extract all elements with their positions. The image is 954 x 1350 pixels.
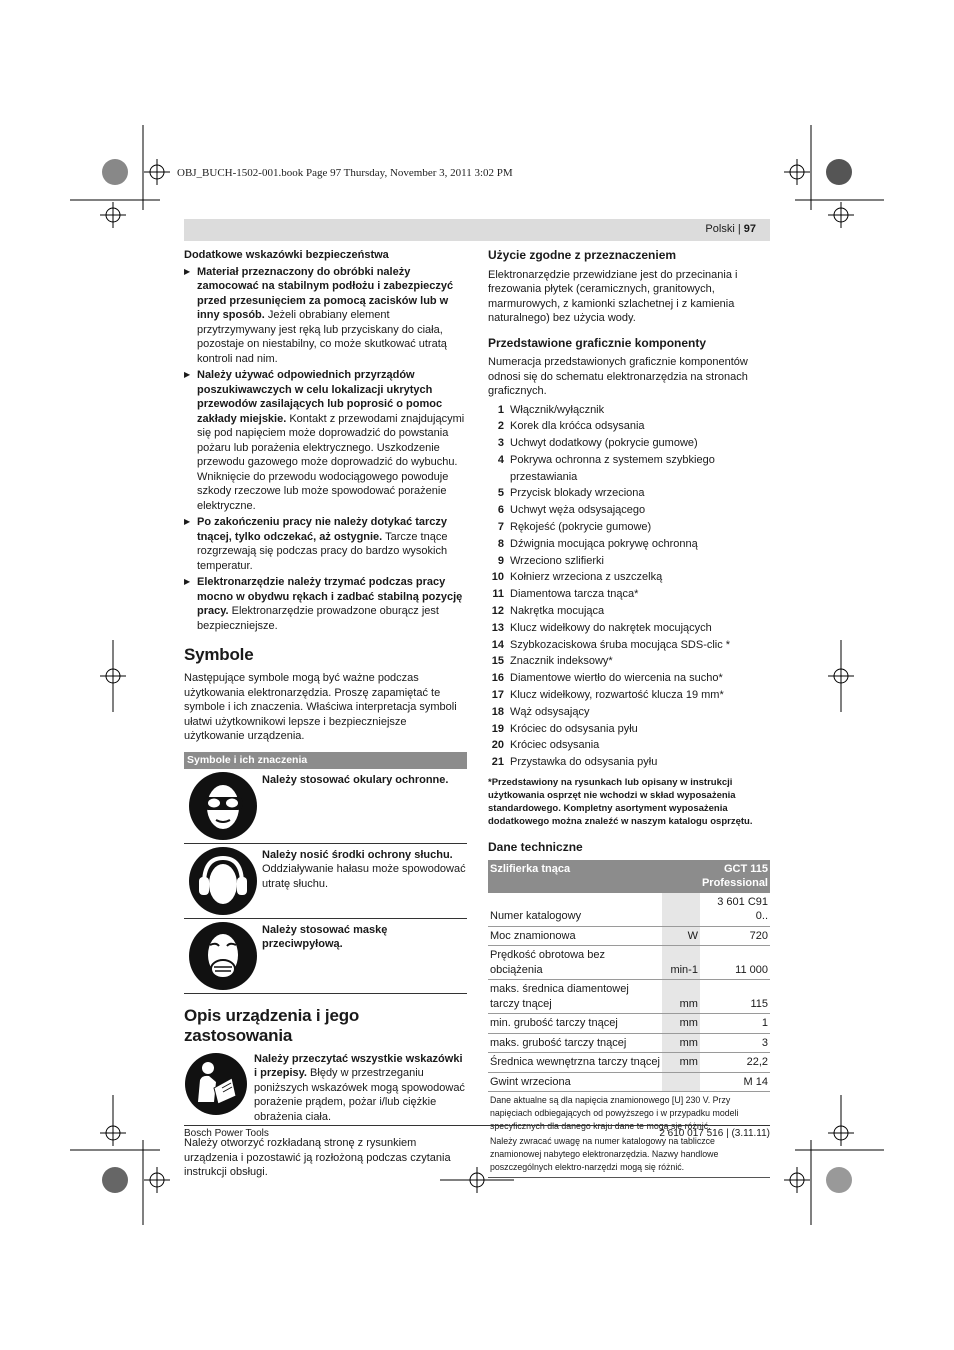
component-label: Diamentowe wiertło do wiercenia na sucho* (510, 672, 723, 685)
tech-row (488, 893, 770, 927)
component-number: 17 (491, 689, 504, 702)
component-item (488, 485, 770, 502)
symbol-text (262, 919, 467, 993)
right-column (488, 248, 770, 1178)
component-item (488, 737, 770, 754)
component-label: Wrzeciono szlifierki (510, 554, 604, 567)
tech-row (488, 1053, 770, 1073)
symbole-title: Symbole (184, 645, 254, 664)
symbol-text (262, 844, 467, 918)
read-manual-warning (184, 1052, 467, 1125)
tech-header-model (700, 860, 770, 893)
component-number: 13 (491, 621, 504, 634)
tech-value: 11 000 (700, 946, 770, 980)
read-manual-text (254, 1052, 467, 1125)
component-label: Znacznik indeksowy* (510, 655, 613, 668)
component-item (488, 569, 770, 586)
component-number: 12 (491, 605, 504, 618)
component-number: 1 (497, 403, 504, 416)
tech-label: Moc znamionowa (488, 926, 662, 946)
component-number: 8 (497, 537, 504, 550)
component-item (488, 553, 770, 570)
component-label: Dźwignia mocująca pokrywę ochronną (510, 537, 698, 550)
tech-data-table (488, 860, 770, 1093)
tech-unit: min-1 (662, 946, 700, 980)
warning-desc: Błędy w przestrzeganiu poniższych wskazówek mogą spowodować porażenie prądem, pożar i/lub ciężkie obrażenia ciała. (254, 1067, 465, 1123)
tech-header-label: Szlifierka tnąca (488, 860, 662, 893)
tech-row (488, 1072, 770, 1092)
dane-title: Dane techniczne (488, 840, 583, 855)
tech-row (488, 926, 770, 946)
extra-safety-heading: Dodatkowe wskazówki bezpieczeństwa (184, 249, 389, 261)
safety-goggles-icon (184, 769, 262, 843)
component-list (488, 402, 770, 772)
component-number: 10 (491, 571, 504, 584)
tech-row (488, 1033, 770, 1053)
component-item (488, 502, 770, 519)
bullet-bold: Należy używać odpowiednich przyrządów poszukiwawczych w celu lokalizacji ukrytych przewodów zasilających lub poprosić o pomoc zakłady miejskie. (197, 369, 443, 425)
read-manual-icon (184, 1052, 254, 1125)
component-label: Rękojeść (pokrycie gumowe) (510, 521, 652, 534)
tech-value: 720 (700, 926, 770, 946)
tech-value: 3 601 C91 0.. (700, 893, 770, 927)
component-label: Kołnierz wrzeciona z uszczelką (510, 571, 663, 584)
tech-unit (662, 893, 700, 927)
bullet-text (197, 368, 467, 513)
component-label: Pokrywa ochronna z systemem szybkiego przestawiania (510, 453, 715, 483)
tech-value: 22,2 (700, 1053, 770, 1073)
bullet-text (197, 265, 467, 367)
footer-brand: Bosch Power Tools (184, 1128, 269, 1139)
tech-label: Gwint wrzeciona (488, 1072, 662, 1092)
bullet-arrow-icon: ▶ (184, 370, 191, 379)
tech-row (488, 980, 770, 1014)
ear-protection-icon (184, 844, 262, 918)
dust-mask-icon (184, 919, 262, 993)
component-item (488, 670, 770, 687)
safety-bullets (184, 265, 467, 634)
component-item (488, 754, 770, 771)
component-label: Przystawka do odsysania pyłu (510, 756, 658, 769)
bullet-text (197, 515, 467, 573)
tech-unit: mm (662, 1053, 700, 1073)
symbol-bold: Należy stosować okulary ochronne. (262, 773, 449, 786)
tech-value: 3 (700, 1033, 770, 1053)
tech-unit: mm (662, 1033, 700, 1053)
component-label: Diamentowa tarcza tnąca* (510, 588, 639, 601)
component-label: Klucz widełkowy do nakrętek mocujących (510, 621, 712, 634)
bullet-arrow-icon: ▶ (184, 266, 191, 276)
component-item (488, 435, 770, 452)
bullet-bold: Materiał przeznaczony do obróbki należy zamocować na stabilnym podłożu i zabezpieczyć przed przesunięciem za pomocą zacisków lub w inny sposób. (197, 265, 454, 321)
component-number: 2 (497, 420, 504, 433)
footer-docnum: 2 610 017 516 | (3.11.11) (659, 1128, 770, 1139)
bullet-desc: Kontakt z przewodami znajdującymi się pod napięciem może doprowadzić do powstania pożaru lub porażenia elektrycznego. Uszkodzenie przewodu gazowego może doprowadzić do wybuchu. Wniknięcie do przewodu wodociągowego powoduje szkody rzeczowe lub może spowodować porażenie elektryczne. (197, 412, 465, 512)
komponenty-intro: Numeracja przedstawionych graficznie komponentów odnosi się do schematu elektronarzędzia na stronach graficznych. (488, 356, 748, 397)
component-label: Korek dla króćca odsysania (510, 420, 645, 433)
tech-label: maks. grubość tarczy tnącej (488, 1033, 662, 1053)
component-item (488, 418, 770, 435)
left-column (184, 248, 467, 1180)
tech-label: maks. średnica diamentowej tarczy tnącej (488, 980, 662, 1014)
page-footer (184, 1125, 770, 1139)
component-number: 21 (491, 756, 504, 769)
component-number: 7 (497, 521, 504, 534)
symbol-row (184, 844, 467, 919)
safety-bullet (184, 265, 467, 367)
symbol-desc: Oddziaływanie hałasu może spowodować utratę słuchu. (262, 863, 466, 890)
component-item (488, 721, 770, 738)
safety-bullet (184, 368, 467, 513)
component-label: Króciec odsysania (510, 739, 600, 752)
uzycie-text: Elektronarzędzie przewidziane jest do przecinania i frezowania płytek (ceramicznych, granitowych, marmurowych, z kamionki szlachetnej i z kamienia naturalnego) bez użycia wody. (488, 268, 738, 324)
component-label: Szybkozaciskowa śruba mocująca SDS-clic * (510, 638, 731, 651)
component-item (488, 452, 770, 486)
tech-label: Numer katalogowy (488, 893, 662, 927)
symbol-bold: Należy nosić środki ochrony słuchu. (262, 848, 453, 861)
bullet-bold: Po zakończeniu pracy nie należy dotykać tarczy tnącej, tylko odczekać, aż ostygnie. (197, 516, 448, 543)
page-header (184, 219, 770, 241)
tech-row (488, 1014, 770, 1034)
uzycie-title: Użycie zgodne z przeznaczeniem (488, 248, 677, 262)
bullet-desc: Jeżeli obrabiany element przytrzymywany jest ręką lub przyciskany do ciała, pozostaje on niestabilny, co może skutkować utratą kontroli nad nim. (197, 309, 447, 365)
tech-value: 1 (700, 1014, 770, 1034)
tech-unit: W (662, 926, 700, 946)
component-label: Klucz widełkowy, rozwartość klucza 19 mm* (510, 689, 724, 702)
bullet-arrow-icon: ▶ (184, 517, 191, 526)
tech-unit: mm (662, 980, 700, 1014)
tech-value: M 14 (700, 1072, 770, 1092)
model-name: GCT 115 (723, 862, 768, 875)
tech-table-header (488, 860, 770, 893)
tech-unit: mm (662, 1014, 700, 1034)
component-label: Włącznik/wyłącznik (510, 403, 605, 416)
tech-unit (662, 1072, 700, 1092)
header-lang: Polski (705, 223, 735, 235)
opis-title: Opis urządzenia i jego zastosowania (184, 1005, 360, 1045)
header-text (705, 223, 756, 235)
component-label: Uchwyt węża odsysającego (510, 504, 646, 517)
component-number: 4 (497, 453, 504, 466)
component-item (488, 519, 770, 536)
safety-bullet (184, 575, 467, 633)
component-item (488, 620, 770, 637)
component-label: Wąż odsysający (510, 705, 590, 718)
tech-label: min. grubość tarczy tnącej (488, 1014, 662, 1034)
tech-row (488, 946, 770, 980)
component-item (488, 603, 770, 620)
component-item (488, 536, 770, 553)
bullet-arrow-icon: ▶ (184, 577, 191, 586)
symbol-row (184, 919, 467, 994)
header-sep: | (734, 223, 744, 235)
component-item (488, 687, 770, 704)
component-number: 6 (497, 504, 504, 517)
bullet-bold: Elektronarzędzie należy trzymać podczas pracy mocno w obydwu rękach i zadbać stabilną pozycję pracy. (197, 576, 463, 617)
accessory-footnote: *Przedstawiony na rysunkach lub opisany w instrukcji użytkowania osprzęt nie wchodzi w skład wyposażenia standardowego. Kompletny asortyment wyposażenia dodatkowego można znaleźć w naszym katalogu osprzętu. (488, 777, 753, 828)
component-label: Uchwyt dodatkowy (pokrycie gumowe) (510, 437, 698, 450)
fold-out-paragraph: Należy otworzyć rozkładaną stronę z rysunkiem urządzenia i pozostawić ją rozłożoną podczas czytania instrukcji obsługi. (184, 1137, 451, 1178)
component-label: Króciec do odsysania pyłu (510, 722, 638, 735)
component-number: 20 (491, 739, 504, 752)
safety-bullet (184, 515, 467, 573)
symbol-row (184, 769, 467, 844)
component-number: 18 (491, 705, 504, 718)
component-number: 14 (491, 638, 504, 651)
symbol-bold: Należy stosować maskę przeciwpyłową. (262, 923, 388, 950)
tech-label: Średnica wewnętrzna tarczy tnącej (488, 1053, 662, 1073)
komponenty-title: Przedstawione graficznie komponenty (488, 335, 707, 350)
component-label: Nakrętka mocująca (510, 605, 605, 618)
component-number: 9 (497, 554, 504, 567)
page-number: 97 (743, 223, 756, 235)
component-label: Przycisk blokady wrzeciona (510, 487, 645, 500)
component-item (488, 402, 770, 419)
component-number: 16 (491, 672, 504, 685)
component-number: 19 (491, 722, 504, 735)
bullet-text (197, 575, 467, 633)
print-info: OBJ_BUCH-1502-001.book Page 97 Thursday, November 3, 2011 3:02 PM (177, 167, 513, 179)
symbol-table-header: Symbole i ich znaczenia (184, 752, 467, 769)
component-item (488, 704, 770, 721)
component-number: 15 (491, 655, 504, 668)
component-item (488, 637, 770, 654)
warning-bold: Należy przeczytać wszystkie wskazówki i przepisy. (254, 1052, 463, 1079)
tech-label: Prędkość obrotowa bez obciążenia (488, 946, 662, 980)
bullet-desc: Tarcze tnące rozgrzewają się podczas pracy do bardzo wysokich temperatur. (197, 530, 448, 572)
component-item (488, 586, 770, 603)
tech-value: 115 (700, 980, 770, 1014)
voltage-note: Dane aktualne są dla napięcia znamionowego [U] 230 V. Przy napięciach odbiegających od powyższego i w przypadku modeli specyficznych dla danego kraju dane te mogą się różnić. (490, 1095, 739, 1131)
symbol-text (262, 769, 448, 843)
component-number: 3 (497, 437, 504, 450)
component-number: 5 (497, 487, 504, 500)
catalog-note: Należy zwracać uwagę na numer katalogowy na tabliczce znamionowej nabytego elektronarzędzia. Nazwy handlowe poszczególnych elektro-narzędzi mogą się różnić. (490, 1136, 719, 1173)
model-line: Professional (701, 877, 768, 890)
component-number: 11 (492, 588, 504, 601)
bullet-desc: Elektronarzędzie prowadzone oburącz jest bezpieczniejsze. (197, 605, 439, 632)
symbole-intro: Następujące symbole mogą być ważne podczas użytkowania elektronarzędzia. Proszę zapamiętać te symbole i ich znaczenia. Właściwa interpretacja symboli ułatwi użytkownikowi lepsze i bezpieczniejsze użytkowanie urządzenia. (184, 672, 457, 742)
component-item (488, 653, 770, 670)
